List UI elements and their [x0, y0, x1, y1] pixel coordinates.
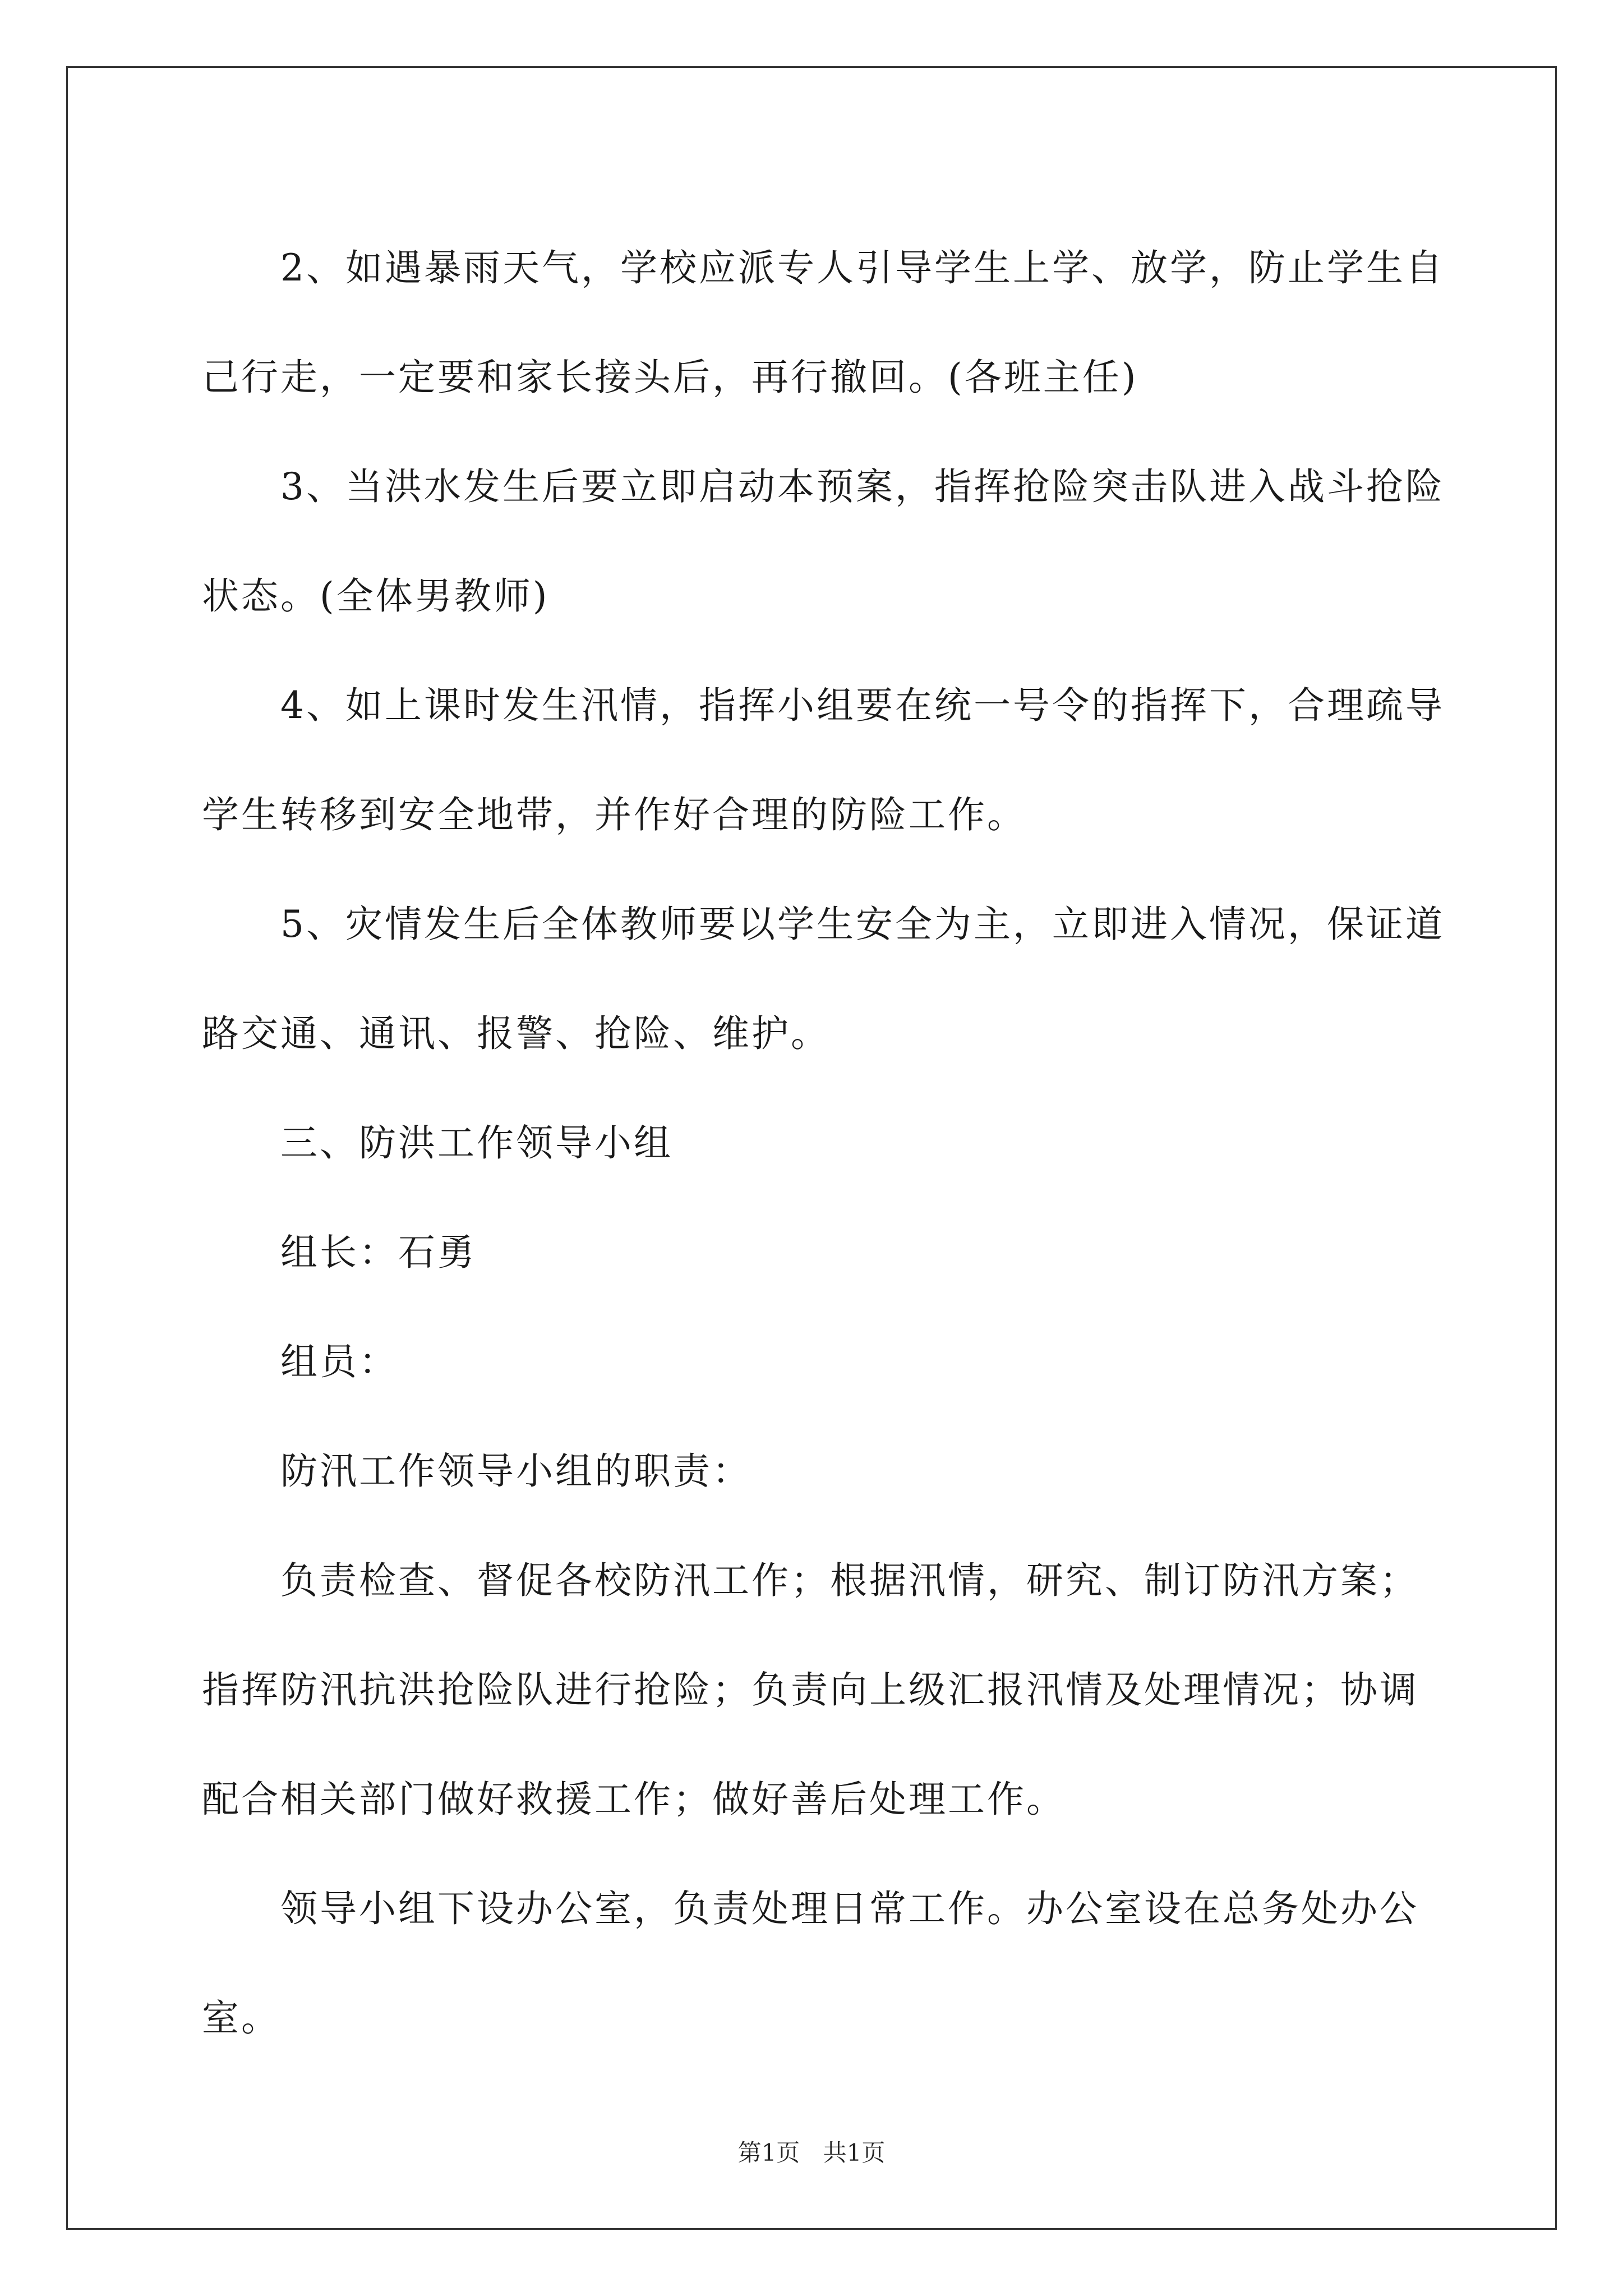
- section-heading: 三、防洪工作领导小组: [280, 1121, 673, 1165]
- office-paragraph: 领导小组下设办公室，负责处理日常工作。办公室设在总务处办公室。: [202, 1887, 1419, 2040]
- team-members: 组员：: [280, 1340, 398, 1383]
- page-total: 共1页: [823, 2139, 886, 2166]
- page-footer: [0, 2134, 1623, 2168]
- paragraph-item-4: 4、如上课时发生汛情，指挥小组要在统一号令的指挥下，合理疏导学生转移到安全地带，并作好合理的防险工作。: [202, 684, 1445, 836]
- duties-paragraph: 负责检查、督促各校防汛工作；根据汛情，研究、制订防汛方案；指挥防汛抗洪抢险队进行抢险；负责向上级汇报汛情及处理情况；协调配合相关部门做好救援工作；做好善后处理工作。: [202, 1559, 1419, 1821]
- duties-heading: 防汛工作领导小组的职责：: [280, 1450, 751, 1493]
- document-body: [202, 213, 1453, 2073]
- paragraph-item-3: 3、当洪水发生后要立即启动本预案，指挥抢险突击队进入战斗抢险状态。(全体男教师): [202, 465, 1445, 618]
- paragraph-item-2: 2、如遇暴雨天气，学校应派专人引导学生上学、放学，防止学生自己行走，一定要和家长接头后，再行撤回。(各班主任): [202, 246, 1445, 399]
- team-leader: 组长：石勇: [280, 1231, 477, 1274]
- paragraph-item-5: 5、灾情发生后全体教师要以学生安全为主，立即进入情况，保证道路交通、通讯、报警、抢险、维护。: [202, 903, 1445, 1055]
- page-number: 第1页: [737, 2139, 800, 2166]
